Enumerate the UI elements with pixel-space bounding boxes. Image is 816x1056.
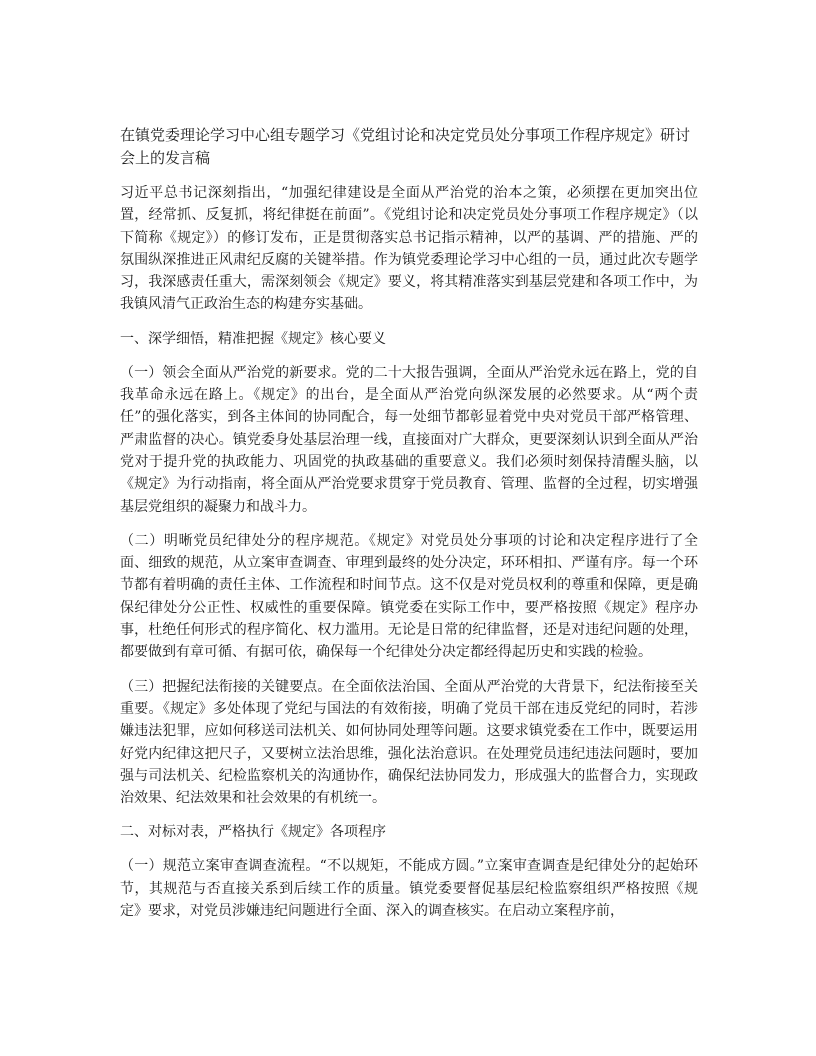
intro-paragraph: 习近平总书记深刻指出，“加强纪律建设是全面从严治党的治本之策，必须摆在更加突出位置，经常抓、反复抓，将纪律挺在前面”。《党组讨论和决定党员处分事项工作程序规定》（以下简称《规定》）的修订发布，正是贯彻落实总书记指示精神，以严的基调、严的措施、严的氛围纵深推进正风肃纪反腐的关键举措。作为镇党委理论学习中心组的一员，通过此次专题学习，我深感责任重大，需深刻领会《规定》要义，将其精准落实到基层党建和各项工作中，为我镇风清气正政治生态的构建夯实基础。: [120, 185, 698, 313]
document-title: 在镇党委理论学习中心组专题学习《党组讨论和决定党员处分事项工作程序规定》研讨会上的发言稿: [120, 126, 691, 167]
section-1-paragraph-1: （一）领会全面从严治党的新要求。党的二十大报告强调，全面从严治党永远在路上，党的自我革命永远在路上。《规定》的出台，是全面从严治党向纵深发展的必然要求。从“两个责任”的强化落实，到各主体间的协同配合，每一处细节都彰显着党中央对党员干部严格管理、严肃监督的决心。镇党委身处基层治理一线，直接面对广大群众，更要深刻认识到全面从严治党对于提升党的执政能力、巩固党的执政基础的重要意义。我们必须时刻保持清醒头脑，以《规定》为行动指南，将全面从严治党要求贯穿于党员教育、管理、监督的全过程，切实增强基层党组织的凝聚力和战斗力。: [120, 364, 698, 515]
section-2-paragraph-1: （一）规范立案审查调查流程。“不以规矩，不能成方圆。”立案审查调查是纪律处分的起始环节，其规范与否直接关系到后续工作的质量。镇党委要督促基层纪检监察组织严格按照《规定》要求，对党员涉嫌违纪问题进行全面、深入的调查核实。在启动立案程序前，: [120, 858, 698, 920]
section-1-paragraph-3: （三）把握纪法衔接的关键要点。在全面依法治国、全面从严治党的大背景下，纪法衔接至关重要。《规定》多处体现了党纪与国法的有效衔接，明确了党员干部在违反党纪的同时，若涉嫌违法犯罪，应如何移送司法机关、如何协同处理等问题。这要求镇党委在工作中，既要运用好党内纪律这把尺子，又要树立法治思维，强化法治意识。在处理党员违纪违法问题时，要加强与司法机关、纪检监察机关的沟通协作，确保纪法协同发力，形成强大的监督合力，实现政治效果、纪法效果和社会效果的有机统一。: [120, 678, 698, 807]
section-1-paragraph-2: （二）明晰党员纪律处分的程序规范。《规定》对党员处分事项的讨论和决定程序进行了全面、细致的规范，从立案审查调查、审理到最终的处分决定，环环相扣、严谨有序。每一个环节都有着明确的责任主体、工作流程和时间节点。这不仅是对党员权利的尊重和保障，更是确保纪律处分公正性、权威性的重要保障。镇党委在实际工作中，要严格按照《规定》程序办事，杜绝任何形式的程序简化、权力滥用。无论是日常的纪律监督，还是对违纪问题的处理，都要做到有章可循、有据可依，确保每一个纪律处分决定都经得起历史和实践的检验。: [120, 532, 698, 661]
section-2-heading: 二、对标对表，严格执行《规定》各项程序: [120, 824, 386, 841]
document-page: [120, 124, 698, 934]
section-1-heading: 一、深学细悟，精准把握《规定》核心要义: [120, 330, 386, 347]
